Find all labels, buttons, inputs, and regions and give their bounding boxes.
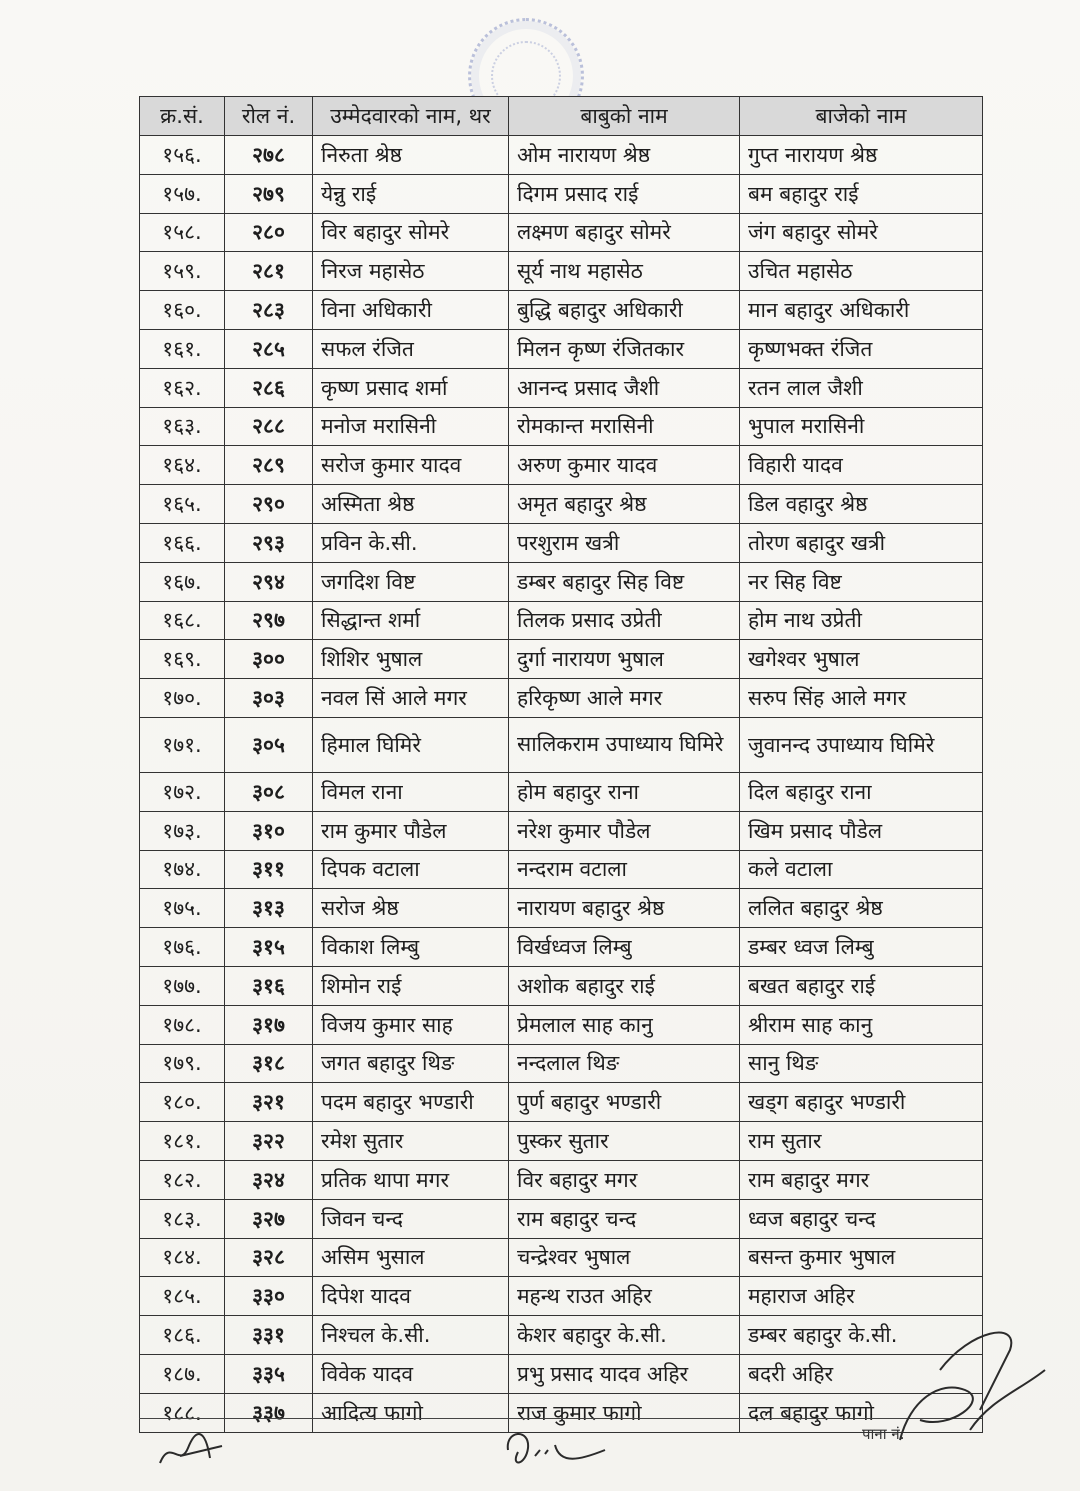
cell-father-name: विर्खध्वज लिम्बु: [509, 928, 740, 967]
cell-grandfather-name: राम सुतार: [740, 1122, 983, 1161]
cell-roll-number: ३३०: [225, 1277, 313, 1316]
cell-grandfather-name: सानु थिङ: [740, 1044, 983, 1083]
table-row: [140, 928, 983, 967]
cell-serial-number: १८०.: [140, 1083, 225, 1122]
cell-serial-number: १६१.: [140, 329, 225, 368]
cell-grandfather-name: होम नाथ उप्रेती: [740, 601, 983, 640]
cell-grandfather-name: राम बहादुर मगर: [740, 1160, 983, 1199]
cell-father-name: अमृत बहादुर श्रेष्ठ: [509, 485, 740, 524]
cell-candidate-name: पदम बहादुर भण्डारी: [313, 1083, 509, 1122]
cell-roll-number: ३१३: [225, 889, 313, 928]
cell-roll-number: २८०: [225, 213, 313, 252]
cell-serial-number: १८६.: [140, 1316, 225, 1355]
cell-grandfather-name: दिल बहादुर राना: [740, 772, 983, 811]
cell-candidate-name: निश्चल के.सी.: [313, 1316, 509, 1355]
table-row: [140, 1354, 983, 1393]
cell-candidate-name: आदित्य फागो: [313, 1393, 509, 1432]
cell-serial-number: १७७.: [140, 966, 225, 1005]
table-row: [140, 1160, 983, 1199]
cell-candidate-name: शिमोन राई: [313, 966, 509, 1005]
cell-father-name: सूर्य नाथ महासेठ: [509, 252, 740, 291]
cell-father-name: राज कुमार फागो: [509, 1393, 740, 1432]
cell-serial-number: १७५.: [140, 889, 225, 928]
cell-grandfather-name: जुवानन्द उपाध्याय घिमिरे: [740, 717, 983, 772]
cell-grandfather-name: कले वटाला: [740, 850, 983, 889]
cell-serial-number: १५८.: [140, 213, 225, 252]
cell-serial-number: १७९.: [140, 1044, 225, 1083]
cell-roll-number: ३२७: [225, 1199, 313, 1238]
table-header: [140, 97, 983, 136]
cell-father-name: प्रभु प्रसाद यादव अहिर: [509, 1354, 740, 1393]
table-row: [140, 679, 983, 718]
footer-divider: [139, 1418, 982, 1419]
cell-candidate-name: विमल राना: [313, 772, 509, 811]
cell-father-name: रोमकान्त मरासिनी: [509, 407, 740, 446]
cell-candidate-name: हिमाल घिमिरे: [313, 717, 509, 772]
cell-candidate-name: विकाश लिम्बु: [313, 928, 509, 967]
header-row: [140, 97, 983, 136]
candidate-results-table: [139, 96, 983, 1433]
cell-candidate-name: जगत बहादुर थिङ: [313, 1044, 509, 1083]
cell-roll-number: ३१६: [225, 966, 313, 1005]
header-candidate-name: उम्मेदवारको नाम, थर: [313, 97, 509, 136]
cell-father-name: विर बहादुर मगर: [509, 1160, 740, 1199]
cell-serial-number: १८४.: [140, 1238, 225, 1277]
cell-candidate-name: शिशिर भुषाल: [313, 640, 509, 679]
cell-serial-number: १८१.: [140, 1122, 225, 1161]
table-body: [140, 136, 983, 1433]
cell-candidate-name: मनोज मरासिनी: [313, 407, 509, 446]
table-row: [140, 1199, 983, 1238]
cell-candidate-name: रमेश सुतार: [313, 1122, 509, 1161]
cell-candidate-name: दिपेश यादव: [313, 1277, 509, 1316]
cell-grandfather-name: गुप्त नारायण श्रेष्ठ: [740, 136, 983, 175]
cell-candidate-name: विवेक यादव: [313, 1354, 509, 1393]
cell-grandfather-name: बम बहादुर राई: [740, 174, 983, 213]
cell-grandfather-name: खगेश्वर भुषाल: [740, 640, 983, 679]
header-roll-number: रोल नं.: [225, 97, 313, 136]
cell-father-name: केशर बहादुर के.सी.: [509, 1316, 740, 1355]
cell-roll-number: २९३: [225, 523, 313, 562]
cell-serial-number: १८७.: [140, 1354, 225, 1393]
cell-grandfather-name: रतन लाल जैशी: [740, 368, 983, 407]
cell-father-name: महन्थ राउत अहिर: [509, 1277, 740, 1316]
cell-father-name: राम बहादुर चन्द: [509, 1199, 740, 1238]
cell-candidate-name: कृष्ण प्रसाद शर्मा: [313, 368, 509, 407]
cell-grandfather-name: बसन्त कुमार भुषाल: [740, 1238, 983, 1277]
cell-candidate-name: दिपक वटाला: [313, 850, 509, 889]
table-row: [140, 213, 983, 252]
table-row: [140, 368, 983, 407]
cell-father-name: प्रेमलाल साह कानु: [509, 1005, 740, 1044]
cell-serial-number: १६७.: [140, 562, 225, 601]
cell-roll-number: ३३५: [225, 1354, 313, 1393]
table-row: [140, 1238, 983, 1277]
cell-candidate-name: असिम भुसाल: [313, 1238, 509, 1277]
cell-grandfather-name: उचित महासेठ: [740, 252, 983, 291]
cell-roll-number: ३१०: [225, 811, 313, 850]
cell-grandfather-name: सरुप सिंह आले मगर: [740, 679, 983, 718]
cell-serial-number: १८८.: [140, 1393, 225, 1432]
cell-serial-number: १६२.: [140, 368, 225, 407]
table-row: [140, 1277, 983, 1316]
cell-grandfather-name: मान बहादुर अधिकारी: [740, 291, 983, 330]
cell-roll-number: ३०५: [225, 717, 313, 772]
cell-father-name: नन्दलाल थिङ: [509, 1044, 740, 1083]
table-row: [140, 562, 983, 601]
cell-roll-number: २८५: [225, 329, 313, 368]
cell-father-name: ओम नारायण श्रेष्ठ: [509, 136, 740, 175]
table-row: [140, 446, 983, 485]
table-row: [140, 523, 983, 562]
table-row: [140, 136, 983, 175]
header-father-name: बाबुको नाम: [509, 97, 740, 136]
cell-father-name: हरिकृष्ण आले मगर: [509, 679, 740, 718]
cell-roll-number: २७९: [225, 174, 313, 213]
cell-candidate-name: सरोज श्रेष्ठ: [313, 889, 509, 928]
cell-father-name: आनन्द प्रसाद जैशी: [509, 368, 740, 407]
table-row: [140, 966, 983, 1005]
cell-grandfather-name: श्रीराम साह कानु: [740, 1005, 983, 1044]
table-row: [140, 291, 983, 330]
cell-roll-number: ३००: [225, 640, 313, 679]
cell-grandfather-name: विहारी यादव: [740, 446, 983, 485]
header-serial-number: क्र.सं.: [140, 97, 225, 136]
cell-serial-number: १६६.: [140, 523, 225, 562]
cell-father-name: नरेश कुमार पौडेल: [509, 811, 740, 850]
header-grandfather-name: बाजेको नाम: [740, 97, 983, 136]
cell-serial-number: १६८.: [140, 601, 225, 640]
cell-father-name: पुस्कर सुतार: [509, 1122, 740, 1161]
cell-serial-number: १६३.: [140, 407, 225, 446]
table-row: [140, 1005, 983, 1044]
cell-candidate-name: अस्मिता श्रेष्ठ: [313, 485, 509, 524]
cell-serial-number: १६४.: [140, 446, 225, 485]
cell-grandfather-name: भुपाल मरासिनी: [740, 407, 983, 446]
cell-father-name: डम्बर बहादुर सिह विष्ट: [509, 562, 740, 601]
cell-grandfather-name: तोरण बहादुर खत्री: [740, 523, 983, 562]
cell-father-name: नन्दराम वटाला: [509, 850, 740, 889]
cell-serial-number: १८२.: [140, 1160, 225, 1199]
cell-roll-number: ३१५: [225, 928, 313, 967]
cell-serial-number: १७०.: [140, 679, 225, 718]
cell-serial-number: १७३.: [140, 811, 225, 850]
cell-roll-number: ३१८: [225, 1044, 313, 1083]
cell-father-name: मिलन कृष्ण रंजितकार: [509, 329, 740, 368]
cell-roll-number: २८६: [225, 368, 313, 407]
cell-serial-number: १५९.: [140, 252, 225, 291]
cell-roll-number: ३२१: [225, 1083, 313, 1122]
cell-grandfather-name: डिल वहादुर श्रेष्ठ: [740, 485, 983, 524]
cell-serial-number: १७६.: [140, 928, 225, 967]
table-row: [140, 717, 983, 772]
cell-candidate-name: सिद्धान्त शर्मा: [313, 601, 509, 640]
cell-grandfather-name: नर सिह विष्ट: [740, 562, 983, 601]
cell-candidate-name: सरोज कुमार यादव: [313, 446, 509, 485]
table-row: [140, 850, 983, 889]
cell-father-name: दिगम प्रसाद राई: [509, 174, 740, 213]
cell-father-name: अरुण कुमार यादव: [509, 446, 740, 485]
cell-father-name: तिलक प्रसाद उप्रेती: [509, 601, 740, 640]
cell-serial-number: १६९.: [140, 640, 225, 679]
cell-serial-number: १५७.: [140, 174, 225, 213]
cell-candidate-name: विना अधिकारी: [313, 291, 509, 330]
cell-roll-number: ३०८: [225, 772, 313, 811]
cell-father-name: सालिकराम उपाध्याय घिमिरे: [509, 717, 740, 772]
cell-serial-number: १६०.: [140, 291, 225, 330]
cell-roll-number: २८१: [225, 252, 313, 291]
cell-grandfather-name: डम्बर ध्वज लिम्बु: [740, 928, 983, 967]
cell-roll-number: २९४: [225, 562, 313, 601]
cell-serial-number: १७१.: [140, 717, 225, 772]
cell-roll-number: ३०३: [225, 679, 313, 718]
cell-roll-number: ३११: [225, 850, 313, 889]
cell-serial-number: १७२.: [140, 772, 225, 811]
cell-roll-number: २७८: [225, 136, 313, 175]
cell-grandfather-name: ध्वज बहादुर चन्द: [740, 1199, 983, 1238]
cell-roll-number: ३३१: [225, 1316, 313, 1355]
cell-father-name: परशुराम खत्री: [509, 523, 740, 562]
cell-roll-number: २८३: [225, 291, 313, 330]
cell-grandfather-name: कृष्णभक्त रंजित: [740, 329, 983, 368]
cell-grandfather-name: दल बहादुर फागो: [740, 1393, 983, 1432]
cell-serial-number: १८५.: [140, 1277, 225, 1316]
table-row: [140, 640, 983, 679]
table-row: [140, 1083, 983, 1122]
table-row: [140, 407, 983, 446]
cell-serial-number: १७४.: [140, 850, 225, 889]
cell-father-name: बुद्धि बहादुर अधिकारी: [509, 291, 740, 330]
cell-serial-number: १८३.: [140, 1199, 225, 1238]
table-row: [140, 811, 983, 850]
cell-candidate-name: विजय कुमार साह: [313, 1005, 509, 1044]
cell-grandfather-name: ललित बहादुर श्रेष्ठ: [740, 889, 983, 928]
cell-roll-number: २८९: [225, 446, 313, 485]
cell-candidate-name: नवल सिं आले मगर: [313, 679, 509, 718]
table-row: [140, 174, 983, 213]
cell-candidate-name: जगदिश विष्ट: [313, 562, 509, 601]
table-row: [140, 1044, 983, 1083]
cell-grandfather-name: महाराज अहिर: [740, 1277, 983, 1316]
cell-grandfather-name: जंग बहादुर सोमरे: [740, 213, 983, 252]
cell-candidate-name: राम कुमार पौडेल: [313, 811, 509, 850]
cell-roll-number: २९७: [225, 601, 313, 640]
table-row: [140, 1316, 983, 1355]
cell-grandfather-name: डम्बर बहादुर के.सी.: [740, 1316, 983, 1355]
cell-roll-number: २९०: [225, 485, 313, 524]
cell-roll-number: ३१७: [225, 1005, 313, 1044]
cell-candidate-name: प्रतिक थापा मगर: [313, 1160, 509, 1199]
cell-roll-number: २८८: [225, 407, 313, 446]
table-row: [140, 772, 983, 811]
cell-father-name: अशोक बहादुर राई: [509, 966, 740, 1005]
cell-roll-number: ३२८: [225, 1238, 313, 1277]
page-number-label: पाना नं.: [862, 1425, 905, 1443]
cell-candidate-name: विर बहादुर सोमरे: [313, 213, 509, 252]
cell-grandfather-name: खिम प्रसाद पौडेल: [740, 811, 983, 850]
cell-serial-number: १६५.: [140, 485, 225, 524]
cell-roll-number: ३२२: [225, 1122, 313, 1161]
cell-grandfather-name: बदरी अहिर: [740, 1354, 983, 1393]
cell-roll-number: ३२४: [225, 1160, 313, 1199]
table-row: [140, 889, 983, 928]
cell-candidate-name: सफल रंजित: [313, 329, 509, 368]
table-row: [140, 1393, 983, 1432]
table-row: [140, 1122, 983, 1161]
cell-father-name: होम बहादुर राना: [509, 772, 740, 811]
cell-father-name: दुर्गा नारायण भुषाल: [509, 640, 740, 679]
table-row: [140, 329, 983, 368]
cell-candidate-name: प्रविन के.सी.: [313, 523, 509, 562]
cell-father-name: नारायण बहादुर श्रेष्ठ: [509, 889, 740, 928]
cell-roll-number: ३३७: [225, 1393, 313, 1432]
cell-serial-number: १७८.: [140, 1005, 225, 1044]
cell-father-name: पुर्ण बहादुर भण्डारी: [509, 1083, 740, 1122]
table-row: [140, 485, 983, 524]
cell-candidate-name: जिवन चन्द: [313, 1199, 509, 1238]
cell-grandfather-name: खड्ग बहादुर भण्डारी: [740, 1083, 983, 1122]
cell-candidate-name: निरज महासेठ: [313, 252, 509, 291]
cell-father-name: चन्द्रेश्वर भुषाल: [509, 1238, 740, 1277]
table-row: [140, 601, 983, 640]
cell-grandfather-name: बखत बहादुर राई: [740, 966, 983, 1005]
cell-candidate-name: निरुता श्रेष्ठ: [313, 136, 509, 175]
cell-candidate-name: येन्नु राई: [313, 174, 509, 213]
cell-serial-number: १५६.: [140, 136, 225, 175]
table-row: [140, 252, 983, 291]
cell-father-name: लक्ष्मण बहादुर सोमरे: [509, 213, 740, 252]
